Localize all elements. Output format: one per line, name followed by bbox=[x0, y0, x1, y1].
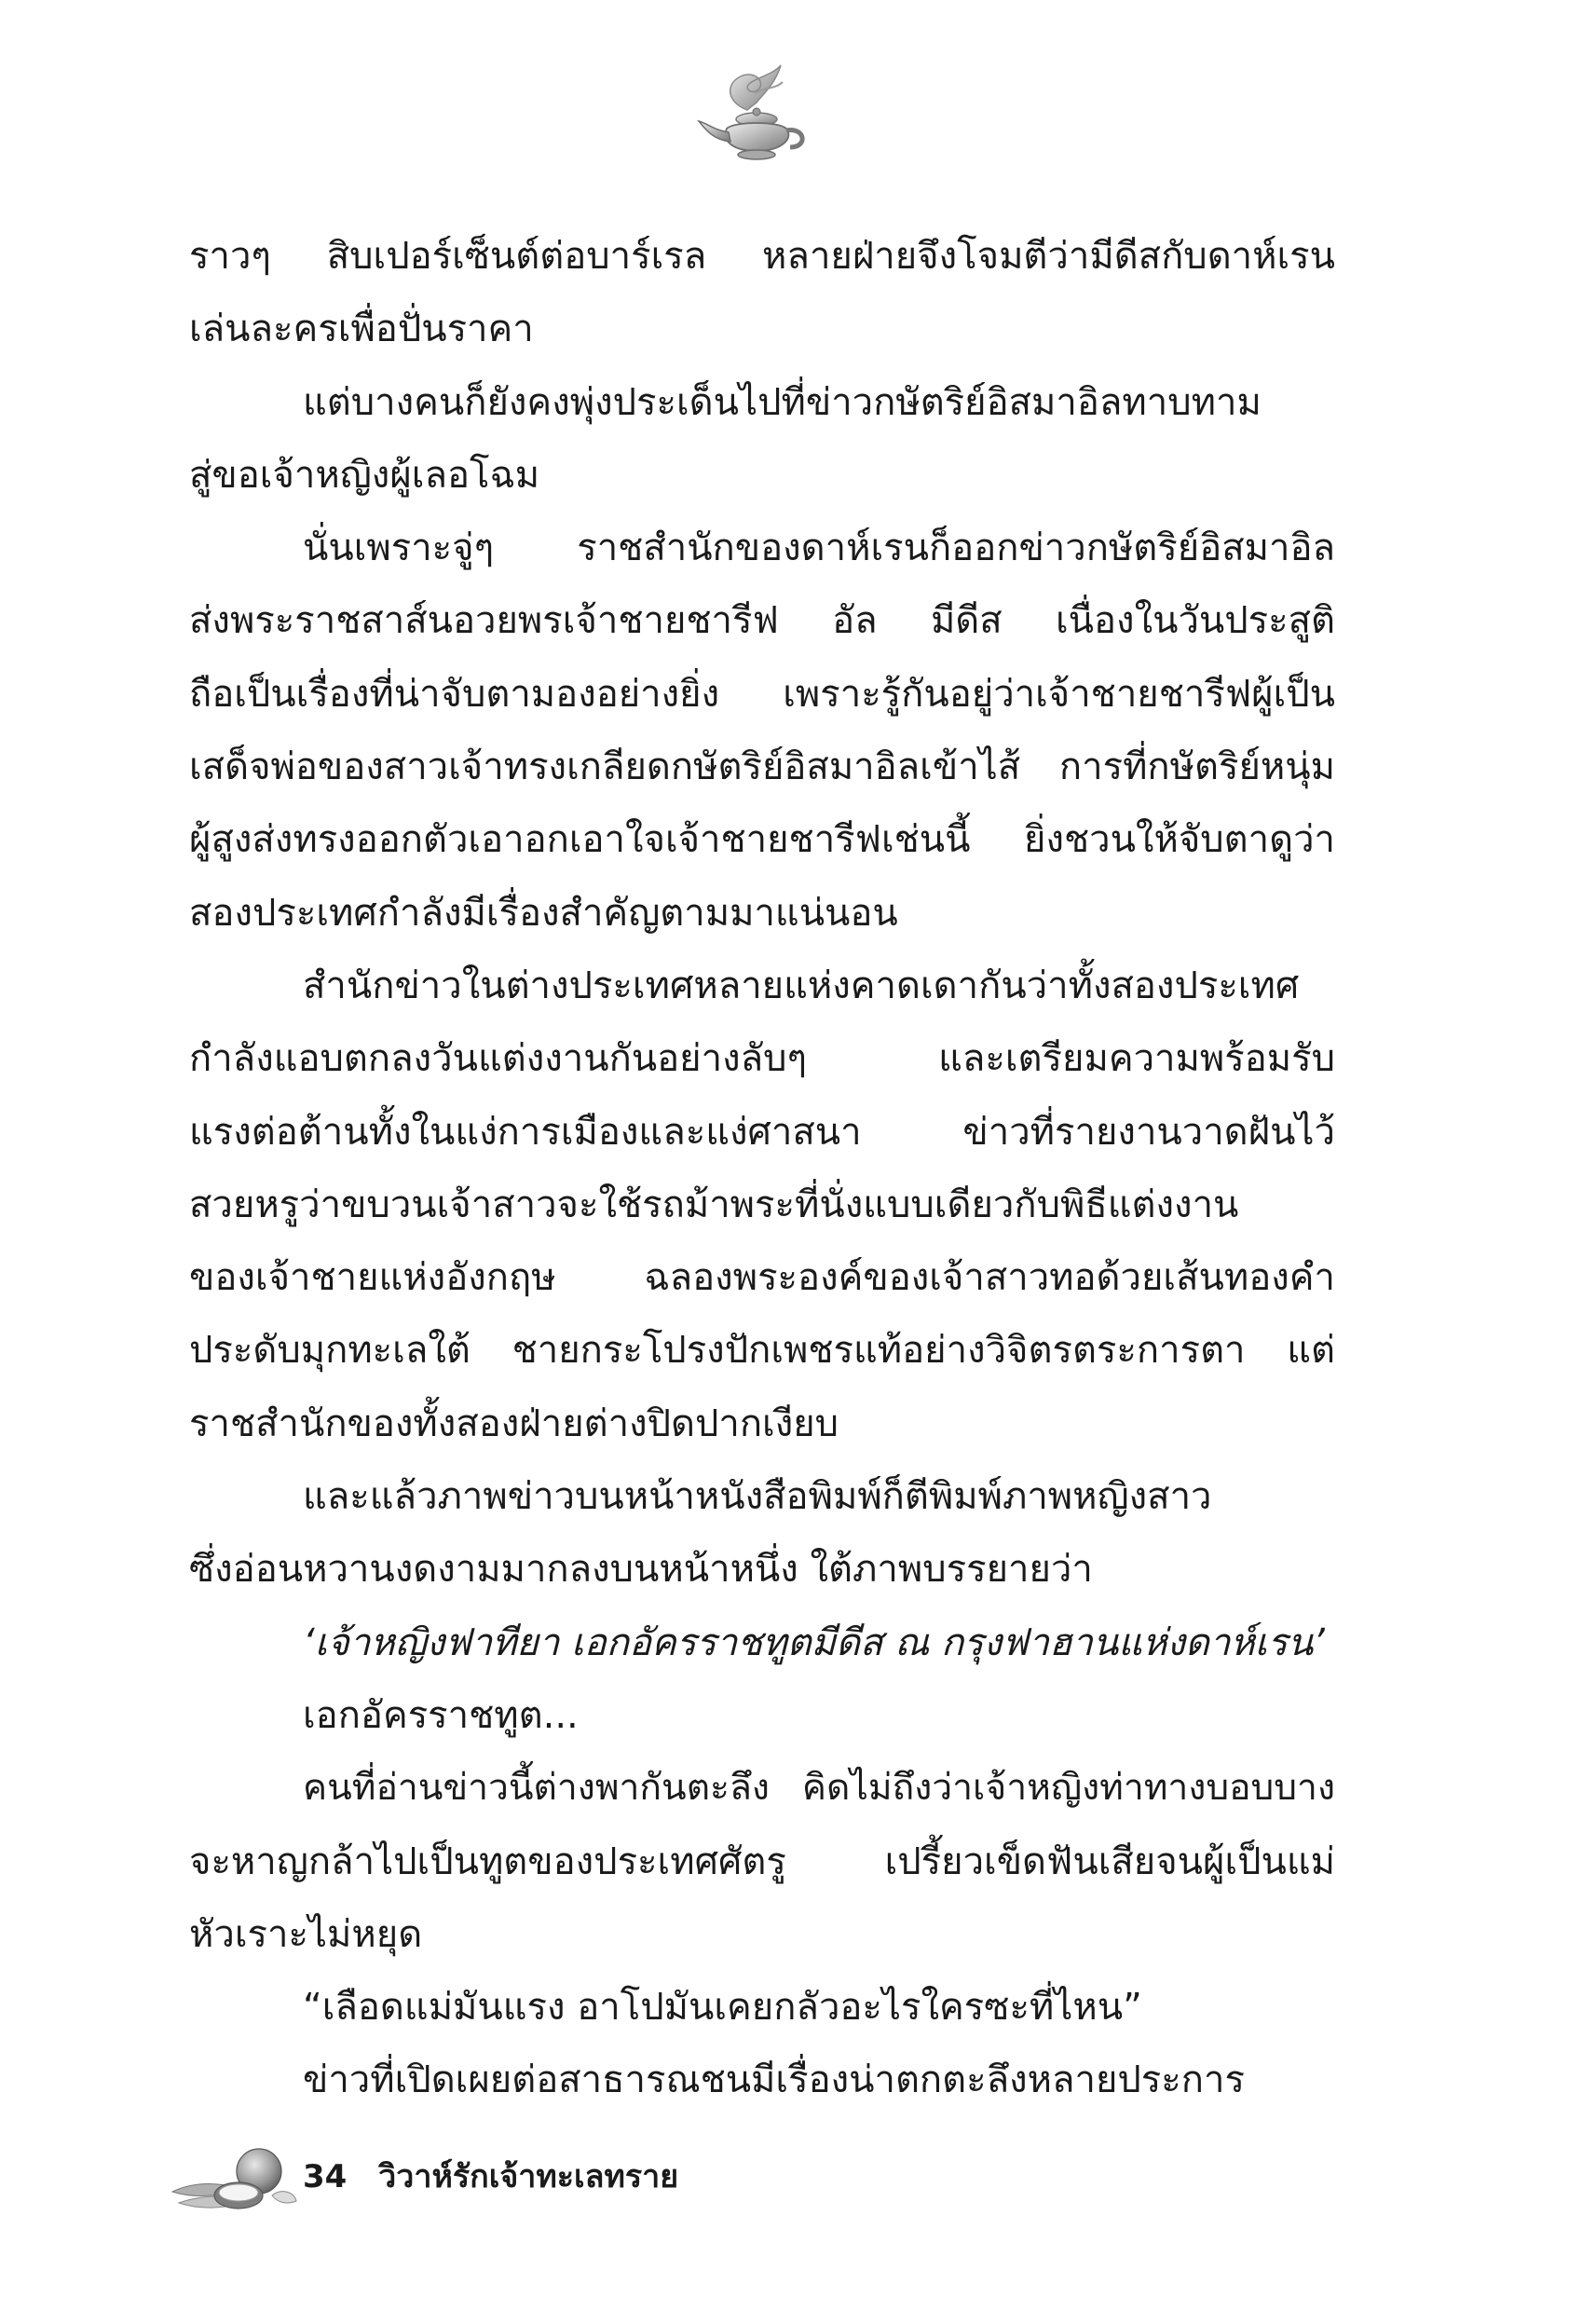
text-line: นั่นเพราะจู่ๆ ราชสำนักของดาห์เรนก็ออกข่าวกษัตริย์อิสมาอิล bbox=[303, 526, 1335, 570]
text-line: ผู้สูงส่งทรงออกตัวเอาอกเอาใจเจ้าชายชารีฟเช่นนี้ ยิ่งชวนให้จับตาดูว่า bbox=[189, 818, 1335, 862]
text-line: คนที่อ่านข่าวนี้ต่างพากันตะลึง คิดไม่ถึงว่าเจ้าหญิงท่าทางบอบบาง bbox=[303, 1767, 1335, 1810]
text-line: ซึ่งอ่อนหวานงดงามมากลงบนหน้าหนึ่ง ใต้ภาพบรรยายว่า bbox=[189, 1548, 1093, 1592]
text-line: ของเจ้าชายแห่งอังกฤษ ฉลองพระองค์ของเจ้าสาวทอด้วยเส้นทองคำ bbox=[189, 1256, 1335, 1300]
text-line-italic-caption: ‘เจ้าหญิงฟาทียา เอกอัครราชทูตมีดีส ณ กรุงฟาฮานแห่งดาห์เรน’ bbox=[303, 1620, 1325, 1664]
text-line: ส่งพระราชสาส์นอวยพรเจ้าชายชารีฟ อัล มีดีส เนื่องในวันประสูติ bbox=[189, 599, 1335, 643]
text-line: สู่ขอเจ้าหญิงผู้เลอโฉม bbox=[189, 453, 540, 497]
body-text bbox=[189, 220, 1335, 2117]
text-line: แรงต่อต้านทั้งในแง่การเมืองและแง่ศาสนา ข่าวที่รายงานวาดฝันไว้ bbox=[189, 1110, 1335, 1154]
book-title: วิวาห์รักเจ้าทะเลทราย bbox=[378, 2158, 679, 2195]
footer-text bbox=[303, 2151, 678, 2201]
text-line: สวยหรูว่าขบวนเจ้าสาวจะใช้รถม้าพระที่นั่งแบบเดียวกับพิธีแต่งงาน bbox=[189, 1183, 1239, 1226]
text-line: กำลังแอบตกลงวันแต่งงานกันอย่างลับๆ และเตรียมความพร้อมรับ bbox=[189, 1037, 1335, 1081]
page-number: 34 bbox=[303, 2158, 348, 2195]
text-line: แต่บางคนก็ยังคงพุ่งประเด็นไปที่ข่าวกษัตริย์อิสมาอิลทาบทาม bbox=[303, 380, 1262, 424]
text-line: ถือเป็นเรื่องที่น่าจับตามองอย่างยิ่ง เพราะรู้กันอยู่ว่าเจ้าชายชารีฟผู้เป็น bbox=[189, 672, 1335, 716]
text-line-dialogue: “เลือดแม่มันแรง อาโปมันเคยกลัวอะไรใครซะที่ไหน” bbox=[303, 1986, 1142, 2030]
text-line: เอกอัครราชทูต... bbox=[303, 1693, 579, 1737]
text-line: สองประเทศกำลังมีเรื่องสำคัญตามมาแน่นอน bbox=[189, 891, 898, 935]
page-footer bbox=[168, 2134, 820, 2218]
text-line: เสด็จพ่อของสาวเจ้าทรงเกลียดกษัตริย์อิสมาอิลเข้าไส้ การที่กษัตริย์หนุ่ม bbox=[189, 745, 1335, 789]
text-line: ข่าวที่เปิดเผยต่อสาธารณชนมีเรื่องน่าตกตะลึงหลายประการ bbox=[303, 2058, 1245, 2102]
text-line: และแล้วภาพข่าวบนหน้าหนังสือพิมพ์ก็ตีพิมพ์ภาพหญิงสาว bbox=[303, 1475, 1212, 1519]
text-line: หัวเราะไม่หยุด bbox=[189, 1912, 423, 1956]
text-line: สำนักข่าวในต่างประเทศหลายแห่งคาดเดากันว่าทั้งสองประเทศ bbox=[303, 964, 1300, 1007]
genie-lamp-icon bbox=[689, 56, 820, 168]
text-line: ราวๆ สิบเปอร์เซ็นต์ต่อบาร์เรล หลายฝ่ายจึงโจมตีว่ามีดีสกับดาห์เรน bbox=[189, 235, 1335, 278]
text-line: จะหาญกล้าไปเป็นทูตของประเทศศัตรู เปรี้ยวเข็ดฟันเสียจนผู้เป็นแม่ bbox=[189, 1839, 1335, 1883]
text-line: ประดับมุกทะเลใต้ ชายกระโปรงปักเพชรแท้อย่างวิจิตรตระการตา แต่ bbox=[189, 1329, 1335, 1373]
text-line: ราชสำนักของทั้งสองฝ่ายต่างปิดปากเงียบ bbox=[189, 1402, 839, 1445]
text-line: เล่นละครเพื่อปั่นราคา bbox=[189, 308, 534, 351]
coconut-ornament-icon bbox=[168, 2134, 307, 2218]
